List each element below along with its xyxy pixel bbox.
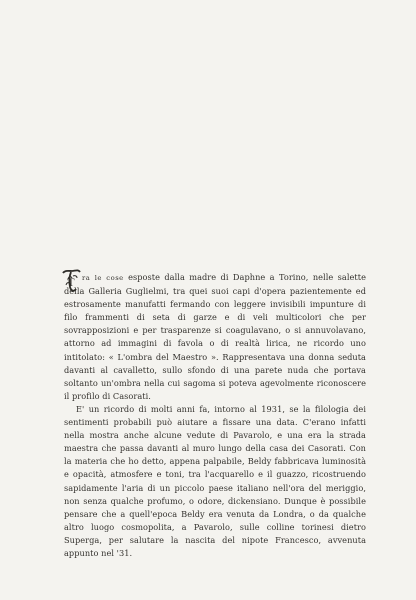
paragraph-1-rest: Galleria Guglielmi, tra quei suoi capi d'opera pazientemente ed estrosamente manufatti fermando con leggere invisibili impunture di filo frammenti di seta di garze e di veli multicolori che per sovrapposizioni e per trasparenze si coagulavano, o si annuvolavano, attorno ad immagini di favola o di realtà lirica, ne ricordo uno intitolato: « L'ombra del Maestro ». Rappresentava una donna seduta davanti al cavalletto, sullo sfondo di una parete nuda che portava soltanto un'ombra nella cui sagoma si poteva agevolmente riconoscere il profilo di Casorati. xyxy=(64,286,366,401)
first-words: ra le cose xyxy=(82,274,124,282)
paragraph-2: E' un ricordo di molti anni fa, intorno al 1931, se la filologia dei sentimenti probabili può aiutare a fissare una data. C'erano infatti nella mostra anche alcune vedute di Pavarolo, e una era la strada maestra che passa davanti al muro lungo della casa dei Casorati. Con la materia che ho detto, appena palpabile, Beldy fabbricava luminosità e opacità, atmosfere e toni, tra l'acquarello e il guazzo, ricostruendo sapidamente l'aria di un piccolo paese italiano nell'ora del meriggio, non senza qualche profumo, o odore, dickensiano. Dunque è possibile pensare che a quell'epoca Beldy era venuta da Londra, o da qualche altro luogo cosmopolita, a Pavarolo, sulle colline torinesi dietro Superga, per salutare la nascita del nipote Francesco, avvenuta appunto nel '31. xyxy=(64,403,366,558)
paragraph-1-line-1: esposte dalla madre di Daphne a Torino, nelle salette della xyxy=(64,272,366,297)
decorative-drop-cap xyxy=(61,268,81,294)
paragraph-1 xyxy=(64,271,366,403)
article-text xyxy=(64,271,366,560)
drop-cap-letter: T xyxy=(67,275,75,289)
